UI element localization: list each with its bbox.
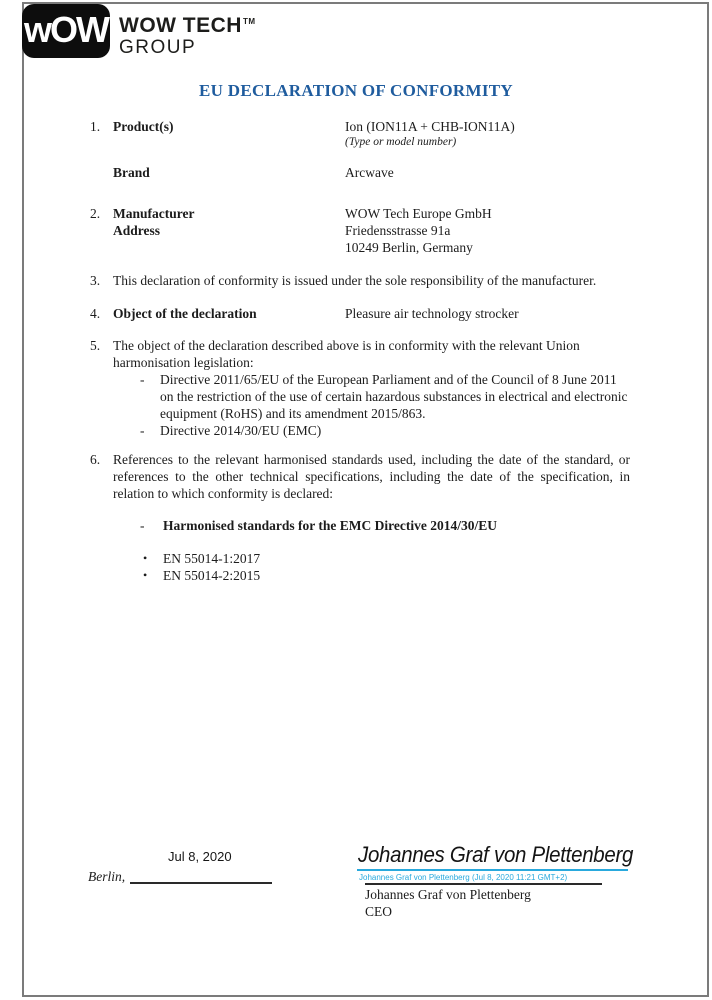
wow-tech-logo bbox=[22, 4, 256, 58]
dash-marker: - bbox=[140, 372, 145, 387]
declaration-body bbox=[90, 118, 630, 584]
standards-intro: References to the relevant harmonised standards used, including the date of the standard, or references to the other technical specifications, including the date of the specification, in relation to which conformity is declared: bbox=[113, 452, 630, 501]
signature-place: Berlin, bbox=[88, 869, 126, 884]
directive-emc-text: Directive 2014/30/EU (EMC) bbox=[160, 423, 322, 438]
item-6-number: 6. bbox=[90, 452, 101, 467]
brand-group-text: GROUP bbox=[119, 37, 197, 58]
brand-name-text: WOW TECH bbox=[119, 14, 242, 37]
object-value: Pleasure air technology strocker bbox=[345, 306, 519, 321]
products-value: Ion (ION11A + CHB-ION11A) bbox=[345, 119, 515, 134]
item-2-manufacturer bbox=[90, 205, 630, 256]
standard-en55014-1: EN 55014-1:2017 bbox=[163, 551, 261, 566]
signature-line bbox=[365, 869, 602, 885]
item-5-number: 5. bbox=[90, 338, 101, 353]
item-4-number: 4. bbox=[90, 306, 101, 321]
address-street: Friedensstrasse 91a bbox=[345, 223, 451, 238]
page-title: EU DECLARATION OF CONFORMITY bbox=[199, 81, 513, 100]
item-1-number: 1. bbox=[90, 119, 101, 134]
brand-label: Brand bbox=[113, 165, 150, 180]
bullet-icon: • bbox=[143, 568, 148, 582]
item-4-object bbox=[90, 305, 630, 322]
logo-mark-text: wOW bbox=[24, 9, 108, 50]
item-3-number: 3. bbox=[90, 273, 101, 288]
manufacturer-label: Manufacturer bbox=[113, 206, 195, 221]
standard-item bbox=[113, 567, 630, 584]
logo-brand-text bbox=[119, 4, 256, 58]
dash-marker: - bbox=[140, 423, 145, 438]
signer-role: CEO bbox=[365, 904, 392, 919]
signature-date: Jul 8, 2020 bbox=[168, 849, 232, 864]
autograph-signature: Johannes Graf von Plettenberg bbox=[358, 842, 634, 867]
trademark-symbol: TM bbox=[242, 17, 256, 26]
products-label: Product(s) bbox=[113, 119, 174, 134]
directive-emc bbox=[113, 422, 630, 439]
address-city: 10249 Berlin, Germany bbox=[345, 240, 473, 255]
emc-standards-heading-text: Harmonised standards for the EMC Directive 2014/30/EU bbox=[163, 518, 497, 533]
brand-value: Arcwave bbox=[345, 165, 394, 180]
date-underline bbox=[130, 868, 272, 884]
legislation-intro: The object of the declaration described above is in conformity with the relevant Union harmonisation legislation: bbox=[113, 338, 580, 370]
esignature-stamp: Johannes Graf von Plettenberg (Jul 8, 2020 11:21 GMT+2) bbox=[359, 873, 568, 882]
bullet-icon: • bbox=[143, 551, 148, 565]
dash-marker: - bbox=[140, 518, 145, 533]
manufacturer-name: WOW Tech Europe GmbH bbox=[345, 206, 492, 221]
item-5-legislation bbox=[90, 337, 630, 439]
responsibility-text: This declaration of conformity is issued under the sole responsibility of the manufacturer. bbox=[113, 273, 597, 288]
standard-en55014-2: EN 55014-2:2015 bbox=[163, 568, 261, 583]
item-6-standards bbox=[90, 451, 630, 584]
address-label: Address bbox=[113, 223, 161, 238]
directive-rohs-text: Directive 2011/65/EU of the European Parliament and of the Council of 8 June 2011 on the restriction of the use of certain hazardous substances in electrical and electronic equipment (RoHS) and its amendment 2015/863. bbox=[160, 372, 628, 421]
standards-list bbox=[113, 550, 630, 584]
item-2-number: 2. bbox=[90, 206, 101, 221]
object-label: Object of the declaration bbox=[113, 306, 257, 321]
wow-logo-mark-icon bbox=[22, 4, 110, 58]
directive-rohs bbox=[113, 371, 630, 422]
emc-standards-heading bbox=[113, 517, 630, 534]
item-1-products bbox=[90, 118, 630, 181]
item-3-responsibility bbox=[90, 272, 630, 289]
signer-name: Johannes Graf von Plettenberg bbox=[365, 887, 531, 902]
brand-name bbox=[119, 11, 256, 37]
standard-item bbox=[113, 550, 630, 567]
products-note: (Type or model number) bbox=[345, 136, 457, 148]
